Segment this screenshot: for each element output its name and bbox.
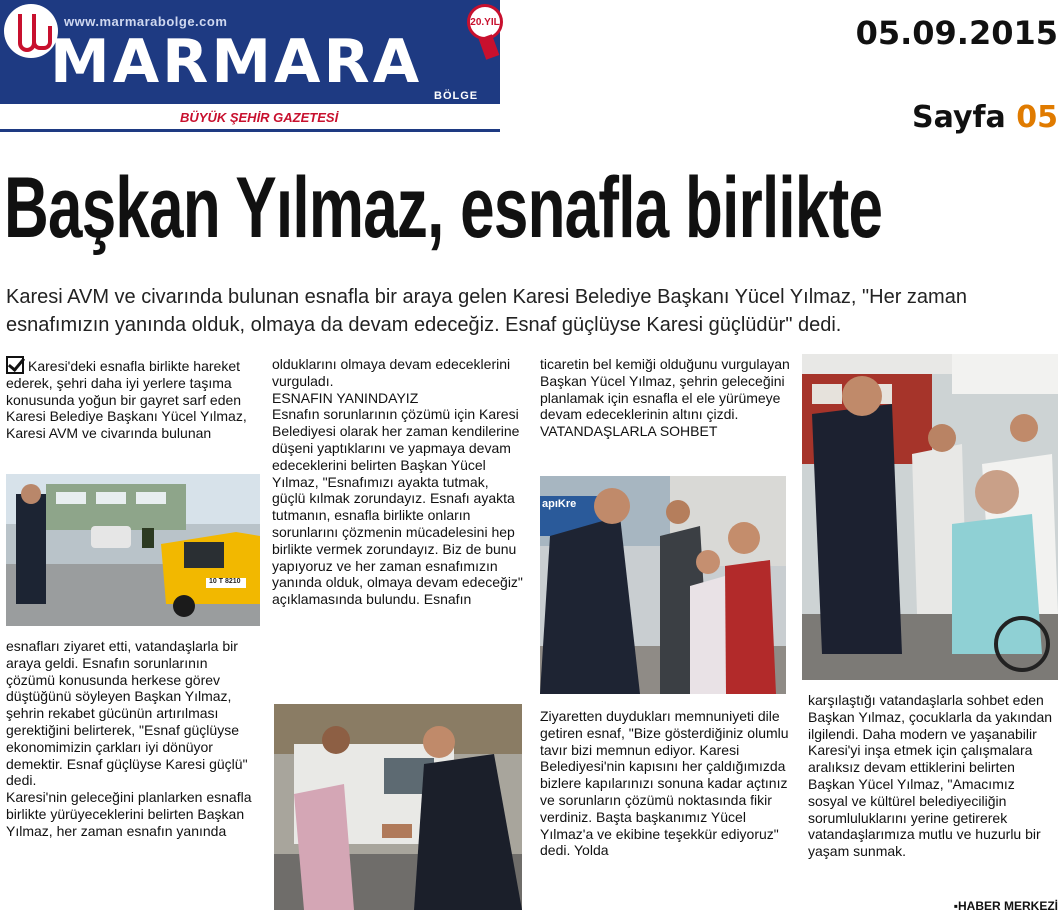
tagline: BÜYÜK ŞEHİR GAZETESİ (180, 110, 339, 125)
byline-text: HABER MERKEZİ (957, 899, 1058, 913)
col3-subheading: VATANDAŞLARLA SOHBET (540, 423, 718, 440)
page-num: 05 (1016, 100, 1058, 135)
masthead-strip (0, 104, 500, 132)
photo-children (540, 476, 786, 694)
column-1-bottom: esnafları ziyaret etti, vatandaşlarla bir araya geldi. Esnafın sorunlarının çözümü konusunda herkese görev düştüğünü söyleyen Başkan Yılmaz, şehrin rekabet gücünün artırılması gerektiğini belirterek, "Esnaf güçlüyse ekonomimizin çarkları iyi dönüyor demektir. Esnaf güçlüyse Karesi güçlü" dedi. Karesi'nin geleceğini planlarken esnafla birlikte yürüyeceklerini belirten Başkan Yılmaz, her zaman esnafın yanında (6, 638, 252, 839)
masthead (0, 0, 500, 104)
brand-name: MARMARA (50, 27, 423, 97)
checkmark-icon (6, 356, 24, 374)
ribbon-icon (479, 34, 500, 59)
shop-sign: apıKre (542, 498, 577, 510)
spot-text: Karesi AVM ve civarında bulunan esnafla bir araya gelen Karesi Belediye Başkanı Yücel Yılmaz, "Her zaman esnafımızın yanında olduk, olmaya da devam edeceğiz. Esnaf güçlüyse Karesi güçlüdür" dedi. (6, 286, 967, 336)
page-label: Sayfa (912, 100, 1006, 135)
col1-top-text: Karesi'deki esnafla birlikte hareket ederek, şehri daha iyi yerlere taşıma konusunda yoğun bir gayret sarf eden Karesi Belediye Başkanı Yücel Yılmaz, Karesi AVM ve civarında bulunan (6, 358, 247, 442)
column-2 (272, 356, 524, 608)
byline: ▪HABER MERKEZİ (953, 899, 1058, 913)
col2-text-a: olduklarını olmaya devam edeceklerini vurguladı. (272, 356, 511, 389)
taxi-plate: 10 T 8210 (209, 578, 241, 585)
website-url: www.marmarabolge.com (64, 14, 228, 29)
column-3-top (540, 356, 792, 440)
brand-sub: BÖLGE (434, 90, 479, 102)
column-3-bottom: Ziyaretten duydukları memnuniyeti dile getiren esnaf, "Bize gösterdiğiniz olumlu tavır bizi memnun ediyor. Karesi Belediyesi'nin kapısını her çaldığımızda bizlere kapılarınızı sonuna kadar açtınız ve sorunların çözümü noktasında fikir verdiniz. Başta başkanımız Yücel Yılmaz'a ve ekibine teşekkür ediyoruz" dedi. Yolda (540, 708, 789, 859)
column-1-top (6, 356, 254, 442)
col2-subheading: ESNAFIN YANINDAYIZ (272, 389, 419, 406)
col3-text-a: ticaretin bel kemiği olduğunu vurgulayan Başkan Yücel Yılmaz, şehrin geleceğini planlamak için esnafla el ele yürümeye devam edeceklerinin altını çizdi. (540, 356, 790, 423)
col2-text-b: Esnafın sorunlarının çözümü için Karesi Belediyesi olarak her zaman kendilerine düşeni yaptıklarını ve yapmaya devam edeceklerini belirten Başkan Yücel Yılmaz, "Esnafımızı ayakta tutmak, güçlü kılmak zorundayız. Esnafı ayakta tutmanın, esnafla birlikte onların sorunlarını çözmenin mücadelesini hep birlikte vermek zorundayız. Biz de bunu yapıyoruz ve her zaman esnafımızın yanında olduk, olmaya devam edeceğiz" açıklamasında bulundu. Esnafın (272, 406, 523, 608)
page-number (912, 100, 1058, 135)
publication-date: 05.09.2015 (855, 14, 1058, 52)
photo-handshake (274, 704, 522, 910)
headline: Başkan Yılmaz, esnafla birlikte (4, 160, 883, 256)
anniversary-badge-icon: 20.YIL (467, 4, 503, 40)
photo-wheelchair (802, 354, 1058, 680)
photo-taxi (6, 474, 260, 626)
column-4: karşılaştığı vatandaşlarla sohbet eden Başkan Yılmaz, çocuklarla da yakından ilgilendi. Daha modern ve yaşanabilir Karesi'yi inşa etmek için çalışmalara aralıksız devam ettiklerini belirten Başkan Yücel Yılmaz, "Amacımız sosyal ve kültürel belediyeciliğin sorumluluklarını yerine getirerek vatandaşlarımıza mutlu ve huzurlu bir yaşam sunmak. (808, 692, 1053, 860)
